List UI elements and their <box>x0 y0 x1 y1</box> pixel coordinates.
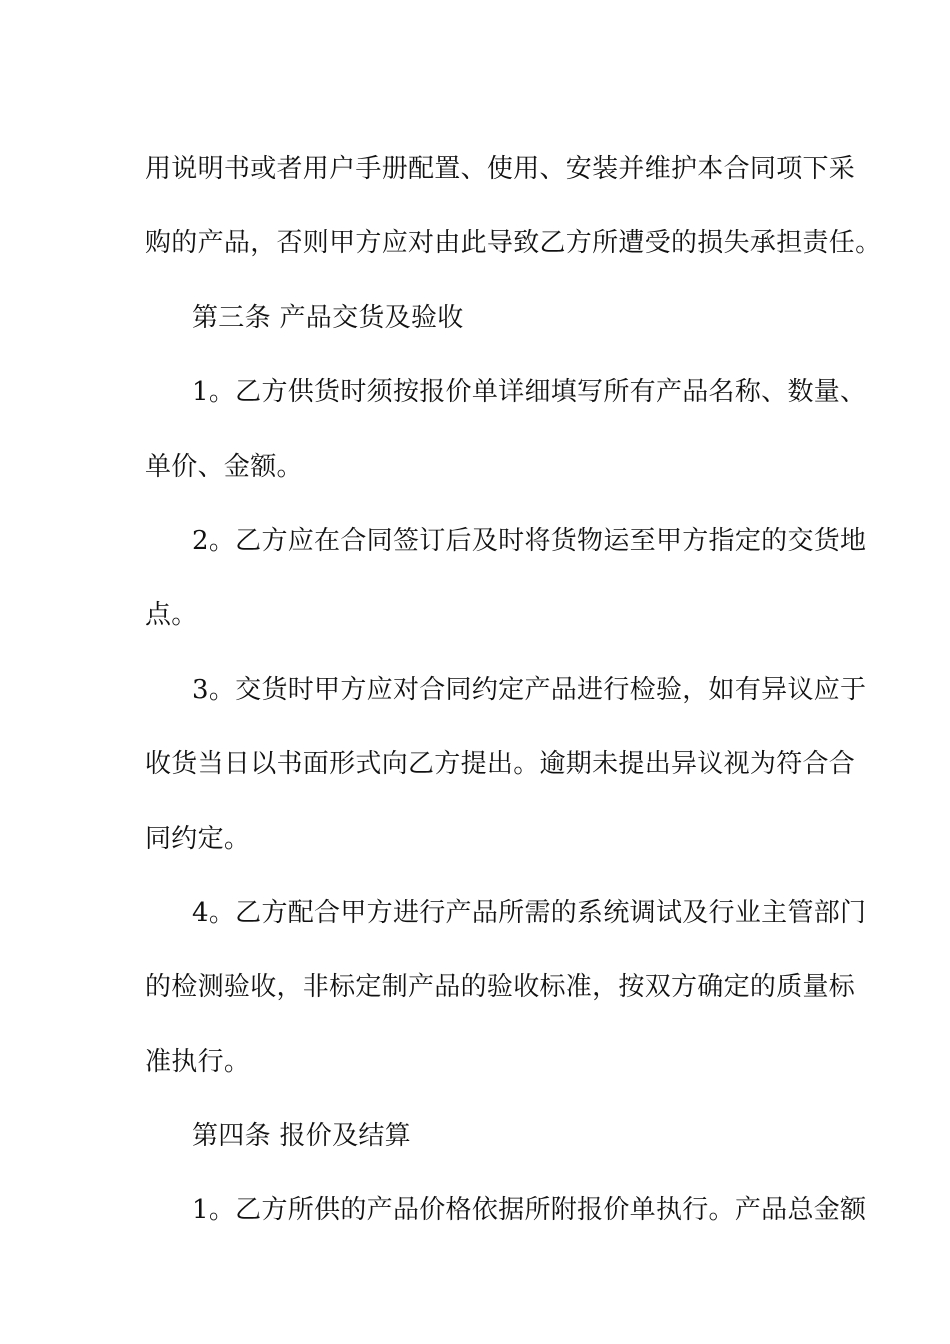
text-line: 点。 <box>145 600 198 631</box>
text-line: 收货当日以书面形式向乙方提出。逾期未提出异议视为符合合 <box>145 749 856 780</box>
section-heading: 第三条 产品交货及验收 <box>192 302 464 333</box>
text-line: 1。乙方供货时须按报价单详细填写所有产品名称、数量、 <box>192 377 867 408</box>
text-line: 4。乙方配合甲方进行产品所需的系统调试及行业主管部门 <box>192 897 867 928</box>
text-line: 同约定。 <box>145 823 251 854</box>
text-line: 的检测验收，非标定制产品的验收标准，按双方确定的质量标 <box>145 972 856 1003</box>
contract-text-body <box>145 132 882 1248</box>
text-line: 准执行。 <box>145 1046 251 1077</box>
text-line: 1。乙方所供的产品价格依据所附报价单执行。产品总金额 <box>192 1195 867 1226</box>
text-line: 3。交货时甲方应对合同约定产品进行检验，如有异议应于 <box>192 674 867 705</box>
text-line: 单价、金额。 <box>145 451 303 482</box>
text-line: 用说明书或者用户手册配置、使用、安装并维护本合同项下采 <box>145 154 856 184</box>
section-heading: 第四条 报价及结算 <box>192 1121 411 1152</box>
text-line: 购的产品，否则甲方应对由此导致乙方所遭受的损失承担责任。 <box>145 228 882 259</box>
text-line: 2。乙方应在合同签订后及时将货物运至甲方指定的交货地 <box>192 525 867 556</box>
